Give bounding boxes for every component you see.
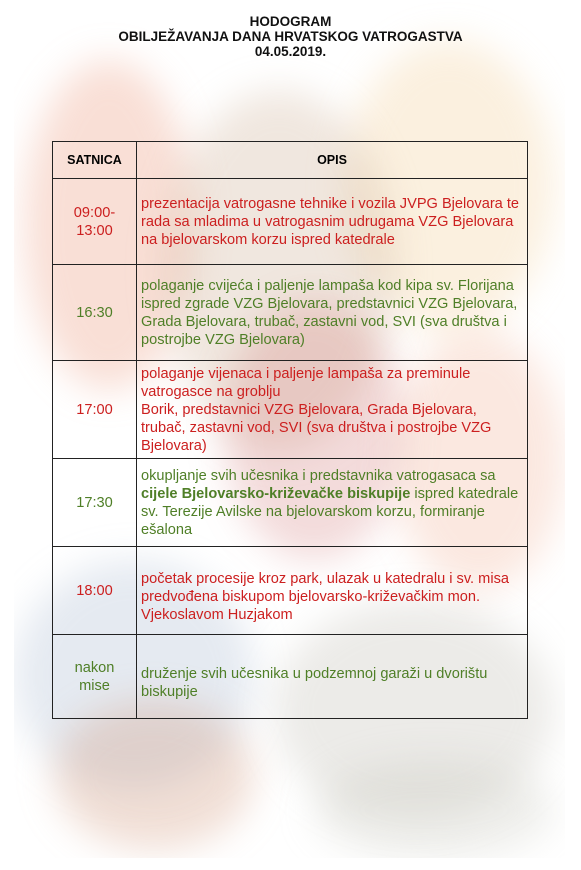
row-time xyxy=(53,635,137,719)
row-description: prezentacija vatrogasne tehnike i vozila JVPG Bjelovara te rada sa mladima u vatrogasnim udrugama VZG Bjelovara na bjelovarskom korzu ispred katedrale xyxy=(137,179,528,265)
row-time: 18:00 xyxy=(53,547,137,635)
column-header-time: SATNICA xyxy=(53,142,137,179)
table-row xyxy=(53,635,528,719)
table-row xyxy=(53,265,528,361)
row-time: 17:00 xyxy=(53,361,137,459)
header-subtitle: OBILJEŽAVANJA DANA HRVATSKOG VATROGASTVA xyxy=(118,29,463,44)
header-date: 04.05.2019. xyxy=(254,44,327,59)
row-description: polaganje cvijeća i paljenje lampaša kod kipa sv. Florijana ispred zgrade VZG Bjelovara, predstavnici VZG Bjelovara, Grada Bjelovara, trubač, zastavni vod, SVI (sva društva i postrojbe VZG Bjelovara) xyxy=(137,265,528,361)
row-time: 16:30 xyxy=(53,265,137,361)
page-header xyxy=(0,14,581,59)
time-text: nakon mise xyxy=(74,659,115,694)
row-description xyxy=(137,361,528,459)
row-time: 17:30 xyxy=(53,459,137,547)
description-text-start: okupljanje svih učesnika i predstavnika vatrogasaca sa xyxy=(141,467,496,484)
row-description: druženje svih učesnika u podzemnoj garaži u dvorištu biskupije xyxy=(137,635,528,719)
table-header-row xyxy=(53,142,528,179)
description-text-end: ispred katedrale sv. Terezije Avilske na bjelovarskom korzu, formiranje ešalona xyxy=(141,485,519,538)
row-description: početak procesije kroz park, ulazak u katedralu i sv. misa predvođena biskupom bjelovarsko-križevačkim mon. Vjekoslavom Huzjakom xyxy=(137,547,528,635)
row-time xyxy=(53,179,137,265)
time-text: 09:00- 13:00 xyxy=(73,204,116,239)
header-title: HODOGRAM xyxy=(249,14,332,29)
schedule-table xyxy=(52,141,528,719)
table-row xyxy=(53,179,528,265)
table-row xyxy=(53,547,528,635)
description-text: polaganje vijenaca i paljenje lampaša za preminule vatrogasce na groblju Borik, predstavnici VZG Bjelovara, Grada Bjelovara, trubač, zastavni vod, SVI (sva društva i postrojbe VZG Bjelovara) xyxy=(141,365,492,454)
column-header-description: OPIS xyxy=(137,142,528,179)
table-row xyxy=(53,459,528,547)
description-text-bold: cijele Bjelovarsko-križevačke biskupije xyxy=(141,485,411,502)
row-description xyxy=(137,459,528,547)
table-row xyxy=(53,361,528,459)
